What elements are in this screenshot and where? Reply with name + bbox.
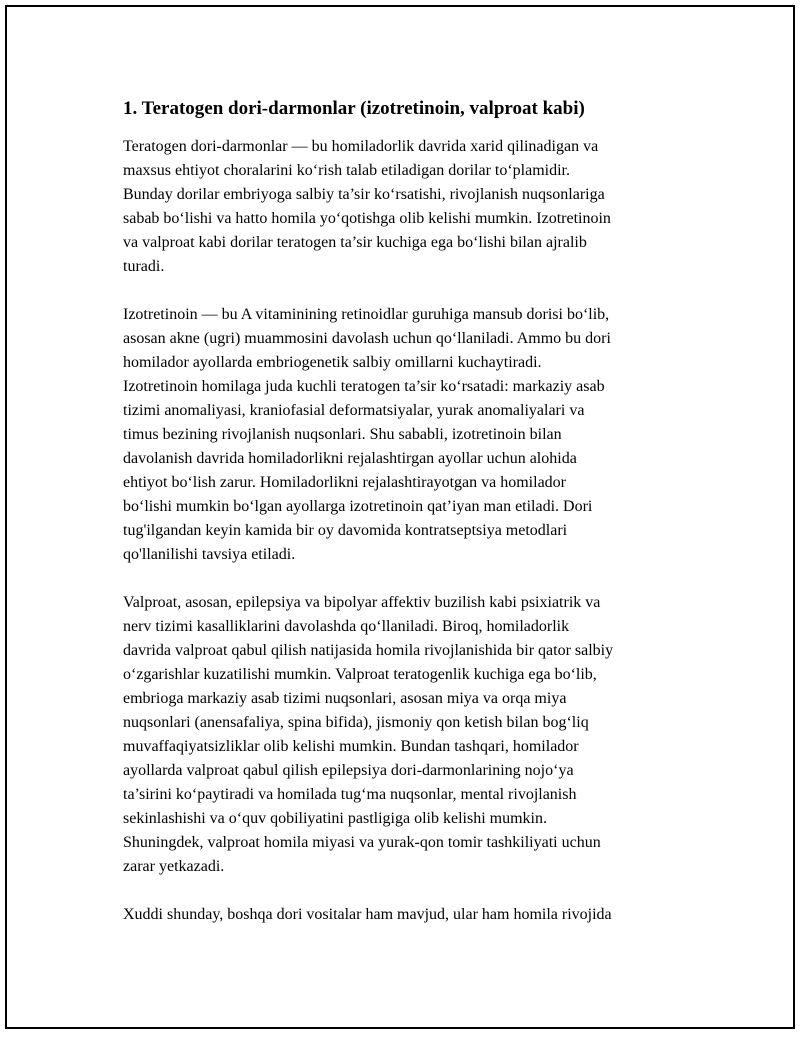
paragraph-other-drugs xyxy=(123,903,703,927)
text-line: Izotretinoin — bu A vitaminining retinoidlar guruhiga mansub dorisi bo‘lib, xyxy=(123,306,610,323)
text-line: maxsus ehtiyot choralarini ko‘rish talab etiladigan dorilar to‘plamidir. xyxy=(123,162,570,179)
text-line: nerv tizimi kasalliklarini davolashda qo‘llaniladi. Biroq, homiladorlik xyxy=(123,618,570,635)
text-line: Shuningdek, valproat homila miyasi va yurak-qon tomir tashkiliyati uchun xyxy=(123,834,601,851)
text-line: o‘zgarishlar kuzatilishi mumkin. Valproat teratogenlik kuchiga ega bo‘lib, xyxy=(123,666,597,683)
document-page xyxy=(5,5,795,1029)
text-line: Teratogen dori-darmonlar — bu homiladorlik davrida xarid qilinadigan va xyxy=(123,138,599,155)
text-line: asosan akne (ugri) muammosini davolash uchun qo‘llaniladi. Ammo bu dori xyxy=(123,330,611,347)
text-line: Valproat, asosan, epilepsiya va bipolyar affektiv buzilish kabi psixiatrik va xyxy=(123,594,601,611)
text-line: timus bezining rivojlanish nuqsonlari. Shu sababli, izotretinoin bilan xyxy=(123,426,562,443)
text-line: sekinlashishi va o‘quv qobiliyatini pastligiga olib kelishi mumkin. xyxy=(123,810,547,827)
section-heading: 1. Teratogen dori-darmonlar (izotretinoin, valproat kabi) xyxy=(123,98,585,119)
text-line: davrida valproat qabul qilish natijasida homila rivojlanishida bir qator salbiy xyxy=(123,642,614,659)
text-line: tug'ilgandan keyin kamida bir oy davomida kontratseptsiya metodlari xyxy=(123,522,568,539)
text-line: homilador ayollarda embriogenetik salbiy omillarni kuchaytiradi. xyxy=(123,354,542,371)
text-line: ta’sirini ko‘paytiradi va homilada tug‘ma nuqsonlar, mental rivojlanish xyxy=(123,786,577,803)
text-line: Bunday dorilar embriyoga salbiy ta’sir ko‘rsatishi, rivojlanish nuqsonlariga xyxy=(123,186,605,203)
text-line: ehtiyot bo‘lish zarur. Homiladorlikni rejalashtirayotgan va homilador xyxy=(123,474,566,491)
document-body xyxy=(123,95,703,951)
text-line: muvaffaqiyatsizliklar olib kelishi mumkin. Bundan tashqari, homilador xyxy=(123,738,579,755)
text-line: va valproat kabi dorilar teratogen ta’sir kuchiga ega bo‘lishi bilan ajralib xyxy=(123,234,587,251)
text-line: qo'llanilishi tavsiya etiladi. xyxy=(123,546,296,563)
text-line: nuqsonlari (anensafaliya, spina bifida), jismoniy qon ketish bilan bog‘liq xyxy=(123,714,589,731)
text-line: sabab bo‘lishi va hatto homila yo‘qotishga olib kelishi mumkin. Izotretinoin xyxy=(123,210,611,227)
paragraph-valproate xyxy=(123,591,703,879)
text-line: turadi. xyxy=(123,258,165,275)
text-line: Xuddi shunday, boshqa dori vositalar ham mavjud, ular ham homila rivojida xyxy=(123,906,612,923)
text-line: bo‘lishi mumkin bo‘lgan ayollarga izotretinoin qat’iyan man etiladi. Dori xyxy=(123,498,593,515)
text-line: zarar yetkazadi. xyxy=(123,858,225,875)
paragraph-teratogen-intro xyxy=(123,135,703,279)
text-line: tizimi anomaliyasi, kraniofasial deformatsiyalar, yurak anomaliyalari va xyxy=(123,402,585,419)
text-line: ayollarda valproat qabul qilish epilepsiya dori-darmonlarining nojo‘ya xyxy=(123,762,574,779)
text-line: davolanish davrida homiladorlikni rejalashtirgan ayollar uchun alohida xyxy=(123,450,577,467)
paragraph-isotretinoin xyxy=(123,303,703,567)
text-line: embrioga markaziy asab tizimi nuqsonlari, asosan miya va orqa miya xyxy=(123,690,567,707)
text-line: Izotretinoin homilaga juda kuchli teratogen ta’sir ko‘rsatadi: markaziy asab xyxy=(123,378,605,395)
